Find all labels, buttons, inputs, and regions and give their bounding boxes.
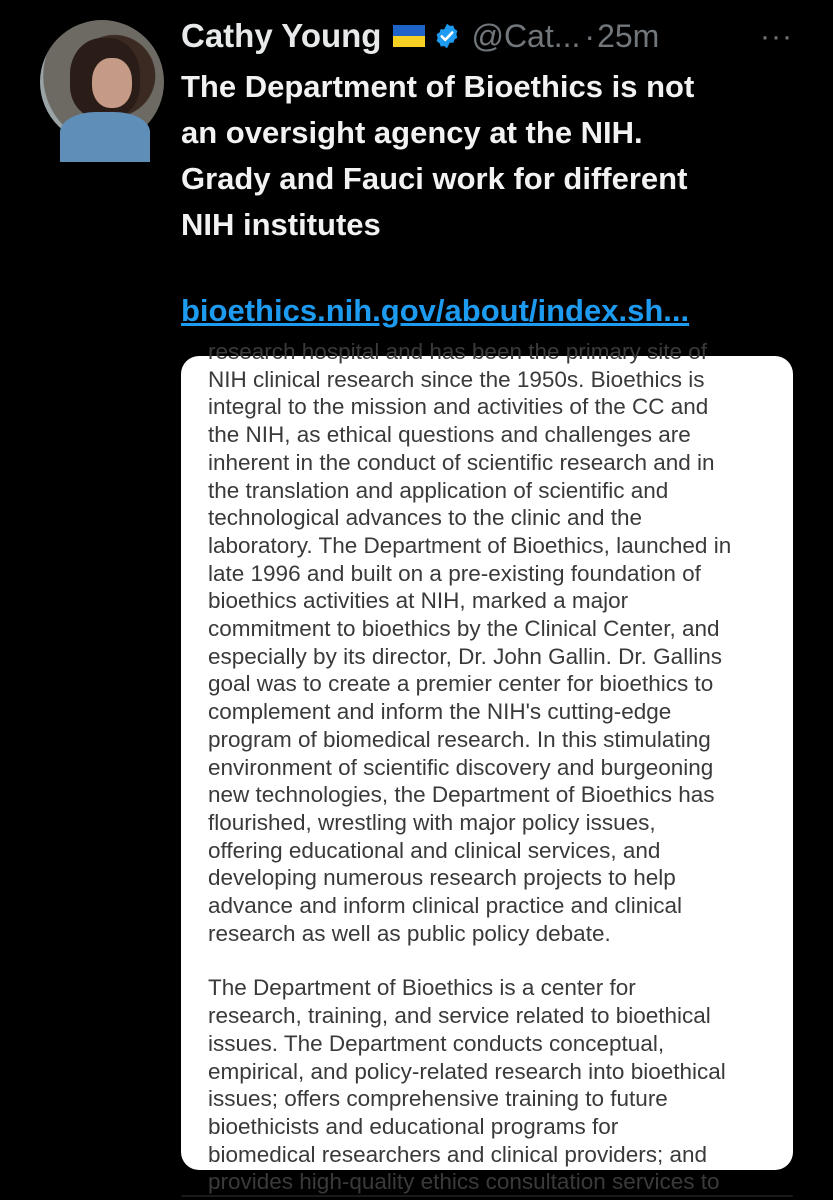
card-text-line: research, training, and service related to bioethical (208, 1003, 711, 1029)
timestamp[interactable]: 25m (597, 17, 660, 54)
card-text-line: goal was to create a premier center for bioethics to (208, 671, 714, 697)
card-text-line: biomedical researchers and clinical providers; and (208, 1141, 707, 1167)
paragraph-gap (208, 947, 783, 974)
tweet-header (181, 14, 801, 58)
card-text-line: advance and inform clinical practice and clinical (208, 893, 682, 919)
tweet-text-line: an oversight agency at the NIH. (181, 115, 643, 150)
card-text-line: complement and inform the NIH's cutting-edge (208, 699, 672, 725)
separator-dot: · (584, 17, 596, 54)
next-tweet-edge (181, 1195, 793, 1197)
card-text-line: The Department of Bioethics is a center for (208, 975, 636, 1001)
tweet-link[interactable]: bioethics.nih.gov/about/index.sh... (181, 293, 690, 328)
author-handle[interactable]: @Cat... (471, 17, 581, 54)
card-text-line: new technologies, the Department of Bioethics has (208, 782, 715, 808)
card-text-line: developing numerous research projects to help (208, 865, 676, 891)
card-text-line: especially by its director, Dr. John Gallin. Dr. Gallins (208, 643, 722, 669)
card-text-line: technological advances to the clinic and the (208, 505, 643, 531)
tweet-text (181, 64, 801, 248)
card-text-line: issues. The Department conducts conceptual, (208, 1030, 665, 1056)
card-text-line: research as well as public policy debate. (208, 920, 611, 946)
card-text-line: program of biomedical research. In this stimulating (208, 726, 711, 752)
card-text-line: offering educational and clinical services, and (208, 837, 661, 863)
card-text-line: bioethics activities at NIH, marked a major (208, 588, 629, 614)
card-text-line: provides high-quality ethics consultation services to (208, 1169, 720, 1195)
card-text-line: the NIH, as ethical questions and challenges are (208, 422, 691, 448)
card-text-line: laboratory. The Department of Bioethics, launched in (208, 532, 732, 558)
screenshot-card[interactable] (181, 339, 793, 1195)
tweet-text-line: The Department of Bioethics is not (181, 69, 695, 104)
card-text-line: commitment to bioethics by the Clinical Center, and (208, 616, 720, 642)
card-cut-line: research hospital and has been the primary site of (208, 339, 708, 364)
card-text (208, 338, 783, 1196)
ukraine-flag-icon (393, 25, 425, 47)
card-text-line: environment of scientific discovery and burgeoning (208, 754, 714, 780)
card-text-line: empirical, and policy-related research into bioethical (208, 1058, 726, 1084)
card-text-line: bioethicists and educational programs for (208, 1113, 619, 1139)
author-name[interactable]: Cathy Young (181, 17, 382, 54)
card-text-line: integral to the mission and activities of the CC and (208, 394, 709, 420)
card-text-line: flourished, wrestling with major policy issues, (208, 809, 656, 835)
card-text-line: inherent in the conduct of scientific research and in (208, 449, 715, 475)
tweet-text-line: Grady and Fauci work for different (181, 161, 688, 196)
card-text-line: the translation and application of scientific and (208, 477, 669, 503)
tweet-text-line: NIH institutes (181, 207, 381, 242)
author-avatar[interactable] (40, 20, 164, 144)
verified-badge-icon[interactable] (433, 22, 461, 50)
card-text-line: late 1996 and built on a pre-existing foundation of (208, 560, 701, 586)
card-text-line: NIH clinical research since the 1950s. Bioethics is (208, 366, 705, 392)
more-options-button[interactable]: ··· (760, 20, 793, 53)
card-text-line: issues; offers comprehensive training to future (208, 1086, 668, 1112)
